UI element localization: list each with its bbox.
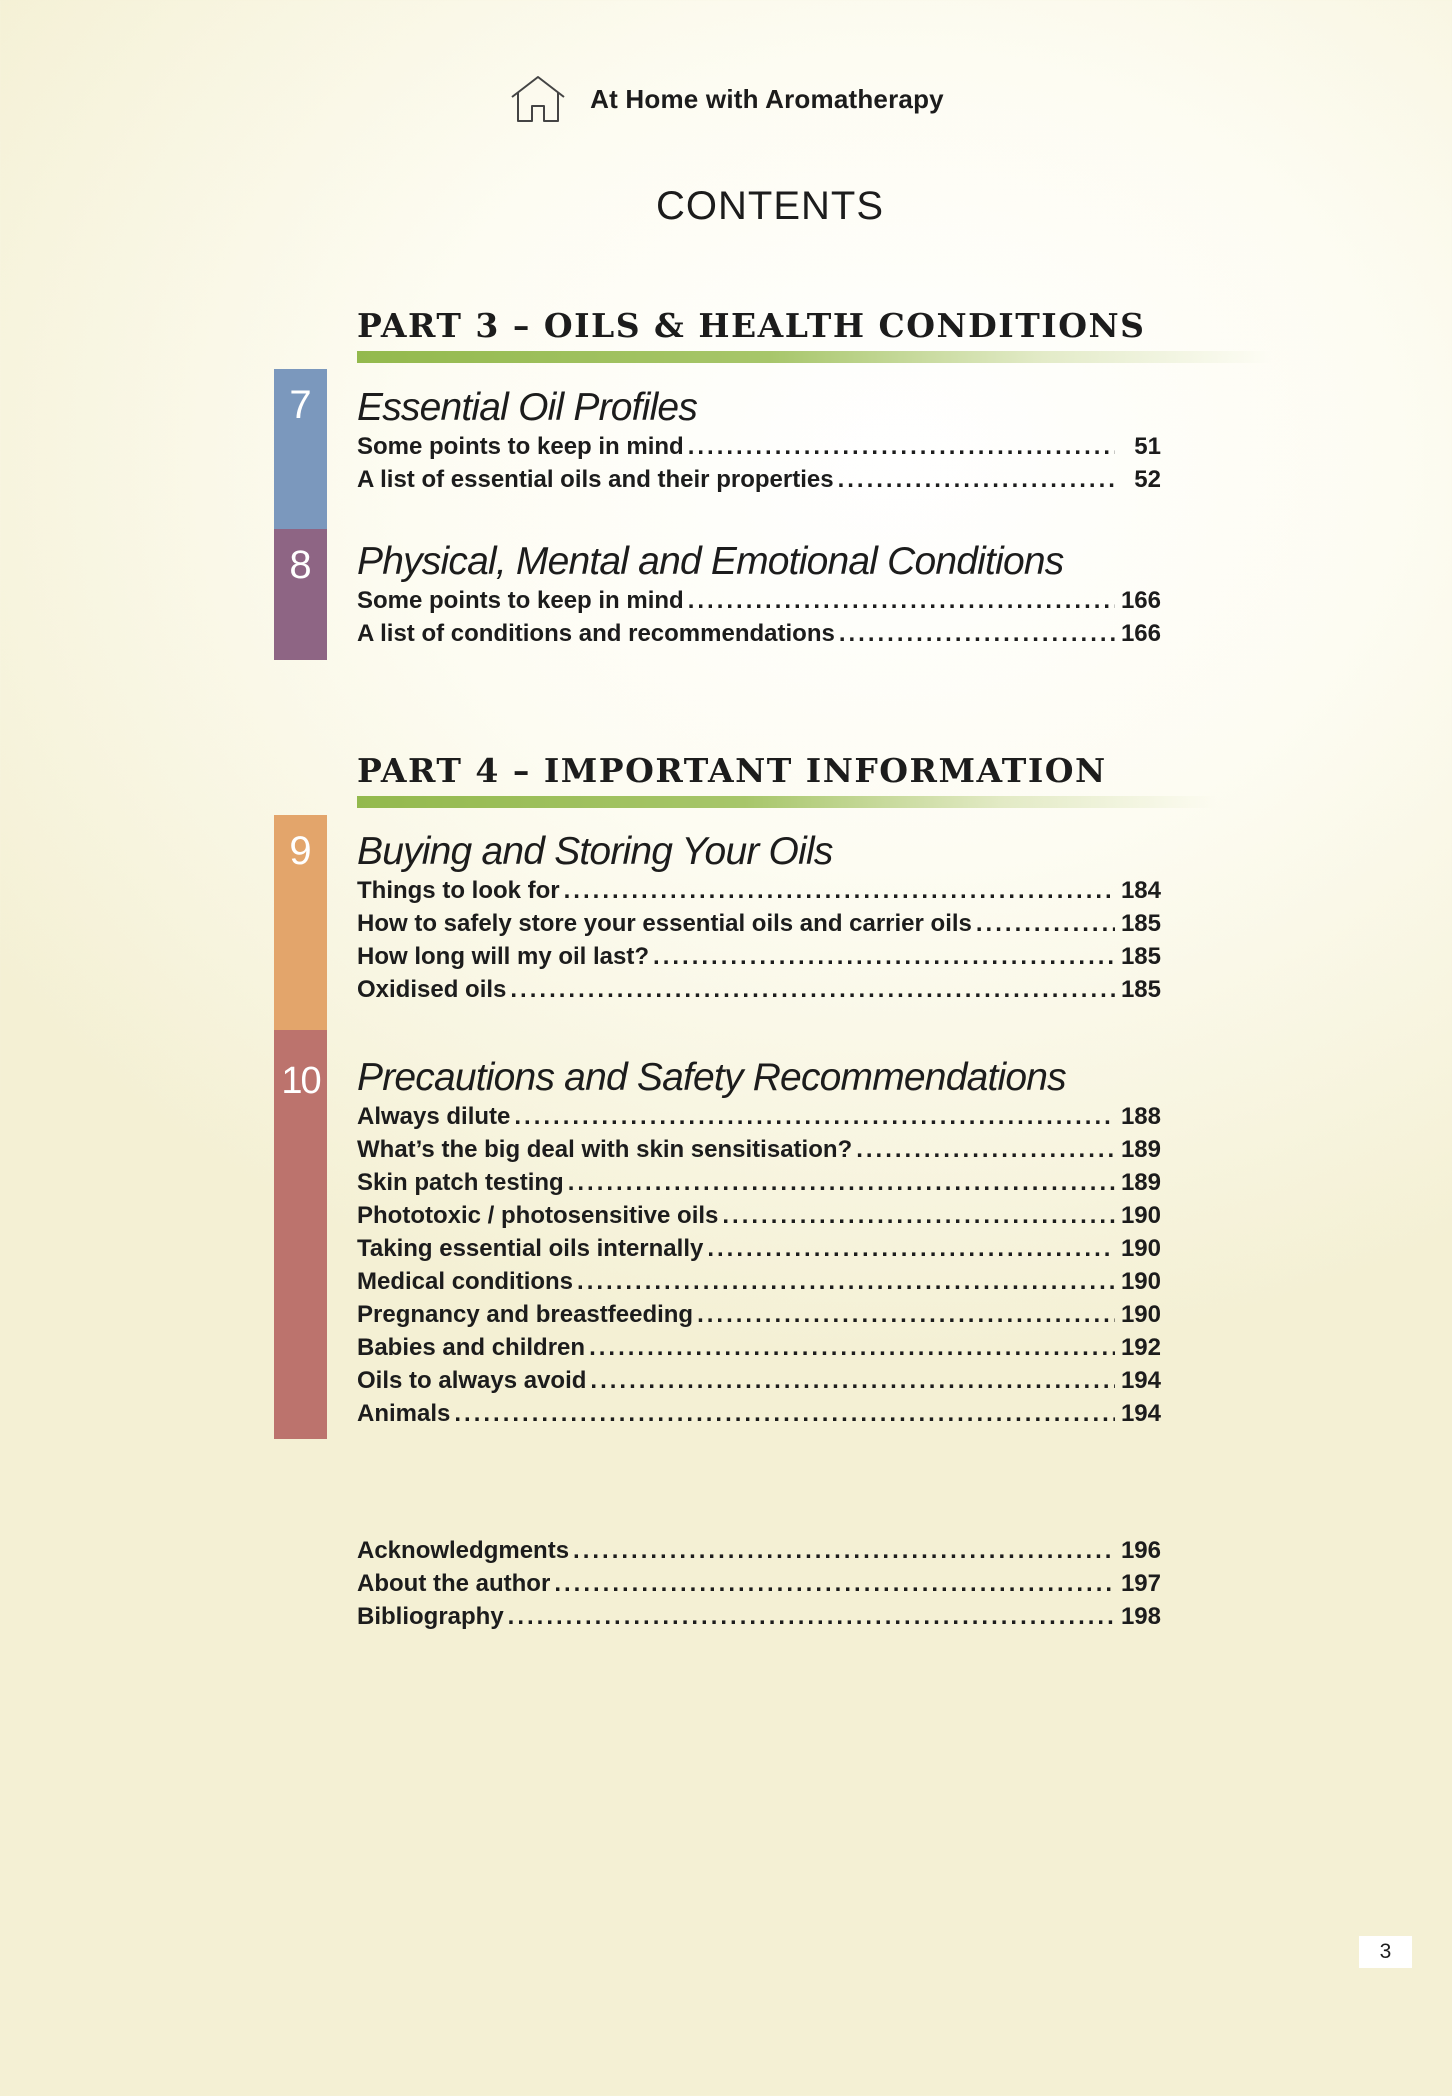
dot-leader <box>839 620 1115 648</box>
toc-entry-label: Taking essential oils internally <box>357 1235 704 1262</box>
chapter-9 <box>357 827 1161 1009</box>
toc-entry-page: 197 <box>1120 1570 1161 1597</box>
toc-entry[interactable] <box>357 1537 1161 1570</box>
toc-entry-label: Oxidised oils <box>357 976 507 1003</box>
dot-leader <box>510 976 1115 1004</box>
dot-leader <box>454 1400 1115 1428</box>
toc-entry[interactable] <box>357 1400 1161 1433</box>
part-4-heading <box>357 751 1217 808</box>
toc-entry[interactable] <box>357 1334 1161 1367</box>
toc-entry-page: 190 <box>1120 1301 1161 1328</box>
part-title: PART 4 – IMPORTANT INFORMATION <box>357 751 1107 790</box>
toc-entry-label: Always dilute <box>357 1103 511 1130</box>
toc-entry-page: 166 <box>1120 620 1161 647</box>
house-icon <box>508 74 568 124</box>
chapter-number: 7 <box>289 383 312 427</box>
dot-leader <box>514 1103 1115 1131</box>
toc-entry-label: How long will my oil last? <box>357 943 650 970</box>
dot-leader <box>707 1235 1115 1263</box>
toc-entry[interactable] <box>357 1103 1161 1136</box>
dot-leader <box>508 1603 1115 1631</box>
toc-entry-page: 184 <box>1120 877 1161 904</box>
dot-leader <box>976 910 1115 938</box>
dot-leader <box>554 1570 1115 1598</box>
toc-entry-label: Some points to keep in mind <box>357 433 684 460</box>
toc-entry-label: Pregnancy and breastfeeding <box>357 1301 694 1328</box>
toc-entry-label: Animals <box>357 1400 451 1427</box>
toc-entry[interactable] <box>357 976 1161 1009</box>
toc-entry-page: 52 <box>1134 466 1161 493</box>
toc-entry-page: 190 <box>1120 1202 1161 1229</box>
toc-entry-page: 189 <box>1120 1169 1161 1196</box>
toc-entry-label: Babies and children <box>357 1334 586 1361</box>
dot-leader <box>653 943 1115 971</box>
toc-entry[interactable] <box>357 1570 1161 1603</box>
chapter-number: 9 <box>289 829 312 873</box>
toc-entry-label: Bibliography <box>357 1603 504 1630</box>
chapter-7 <box>357 383 1161 499</box>
contents-heading: CONTENTS <box>656 184 884 228</box>
toc-entry-label: What’s the big deal with skin sensitisation? <box>357 1136 853 1163</box>
toc-entry-page: 185 <box>1120 943 1161 970</box>
part-title: PART 3 – OILS & HEALTH CONDITIONS <box>357 306 1146 345</box>
running-header <box>0 74 1452 124</box>
toc-entry[interactable] <box>357 587 1161 620</box>
toc-entry-page: 190 <box>1120 1235 1161 1262</box>
toc-entry-page: 196 <box>1120 1537 1161 1564</box>
toc-entry-page: 198 <box>1120 1603 1161 1630</box>
toc-entry[interactable] <box>357 877 1161 910</box>
toc-entry-page: 190 <box>1120 1268 1161 1295</box>
dot-leader <box>590 1367 1115 1395</box>
dot-leader <box>722 1202 1115 1230</box>
chapter-8 <box>357 537 1161 653</box>
dot-leader <box>697 1301 1115 1329</box>
dot-leader <box>589 1334 1115 1362</box>
dot-leader <box>688 433 1115 461</box>
page-number: 3 <box>1359 1936 1412 1968</box>
toc-entry-page: 51 <box>1134 433 1161 460</box>
back-matter <box>357 1537 1161 1636</box>
toc-entry-label: Skin patch testing <box>357 1169 564 1196</box>
toc-entry-label: Acknowledgments <box>357 1537 570 1564</box>
toc-entry-page: 192 <box>1120 1334 1161 1361</box>
dot-leader <box>577 1268 1115 1296</box>
toc-entry-page: 194 <box>1120 1367 1161 1394</box>
toc-entry[interactable] <box>357 1169 1161 1202</box>
chapter-number: 10 <box>281 1060 320 1102</box>
chapter-title: Buying and Storing Your Oils <box>357 830 833 873</box>
chapter-title: Essential Oil Profiles <box>357 386 698 429</box>
part-underline-bar <box>357 351 1272 363</box>
dot-leader <box>856 1136 1115 1164</box>
chapter-8-tab <box>274 529 327 660</box>
chapter-9-tab <box>274 815 327 1030</box>
toc-entry-label: Things to look for <box>357 877 560 904</box>
toc-entry[interactable] <box>357 1235 1161 1268</box>
toc-entry[interactable] <box>357 943 1161 976</box>
toc-entry[interactable] <box>357 620 1161 653</box>
toc-entry[interactable] <box>357 1202 1161 1235</box>
part-underline-bar <box>357 796 1217 808</box>
toc-entry-page: 189 <box>1120 1136 1161 1163</box>
toc-entry-label: Oils to always avoid <box>357 1367 587 1394</box>
toc-entry-label: How to safely store your essential oils and carrier oils <box>357 910 972 937</box>
toc-entry[interactable] <box>357 1367 1161 1400</box>
toc-entry-page: 185 <box>1120 976 1161 1003</box>
dot-leader <box>573 1537 1115 1565</box>
toc-entry[interactable] <box>357 1136 1161 1169</box>
dot-leader <box>564 877 1115 905</box>
toc-entry-page: 185 <box>1120 910 1161 937</box>
chapter-10-tab <box>274 1030 327 1439</box>
chapter-number: 8 <box>289 543 312 587</box>
toc-entry-page: 188 <box>1120 1103 1161 1130</box>
toc-entry[interactable] <box>357 1301 1161 1334</box>
chapter-title: Precautions and Safety Recommendations <box>357 1056 1066 1099</box>
chapter-title: Physical, Mental and Emotional Conditions <box>357 540 1064 583</box>
toc-entry-page: 166 <box>1120 587 1161 614</box>
toc-entry[interactable] <box>357 433 1161 466</box>
book-title: At Home with Aromatherapy <box>590 83 944 114</box>
toc-entry-label: About the author <box>357 1570 551 1597</box>
dot-leader <box>838 466 1115 494</box>
toc-entry-page: 194 <box>1120 1400 1161 1427</box>
toc-entry[interactable] <box>357 1268 1161 1301</box>
chapter-10 <box>357 1053 1161 1433</box>
dot-leader <box>688 587 1115 615</box>
toc-entry-label: Medical conditions <box>357 1268 574 1295</box>
toc-entry[interactable] <box>357 1603 1161 1636</box>
chapter-7-tab <box>274 369 327 529</box>
toc-entry[interactable] <box>357 910 1161 943</box>
toc-entry-label: Some points to keep in mind <box>357 587 684 614</box>
toc-entry-label: A list of conditions and recommendations <box>357 620 835 647</box>
toc-entry-label: A list of essential oils and their properties <box>357 466 834 493</box>
toc-entry[interactable] <box>357 466 1161 499</box>
dot-leader <box>568 1169 1115 1197</box>
toc-entry-label: Phototoxic / photosensitive oils <box>357 1202 719 1229</box>
part-3-heading <box>357 306 1272 363</box>
